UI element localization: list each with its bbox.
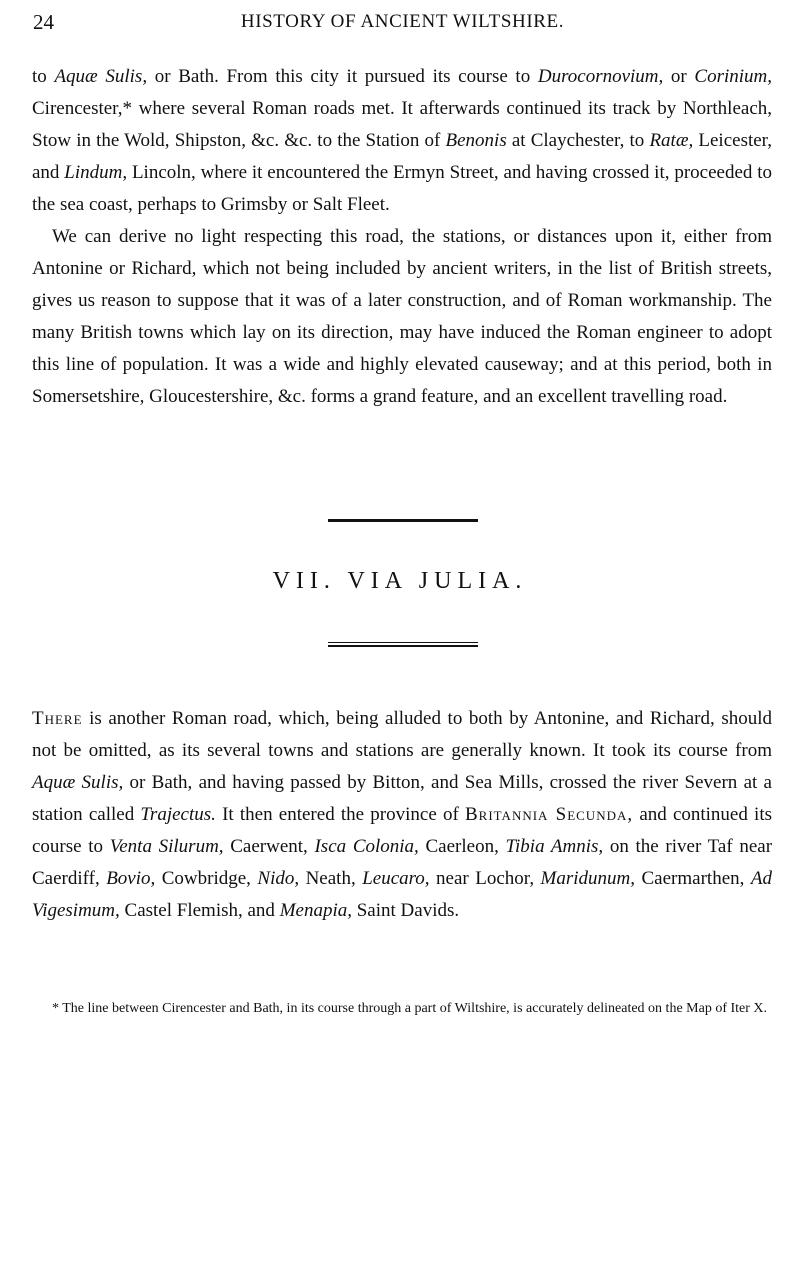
text-run: near Lochor, <box>429 868 541 889</box>
text-run: is another Roman road, which, being alluded to both by Antonine, and Richard, should not be omitted, as its several towns and stations are generally known. It took its course from <box>32 708 772 761</box>
paragraph-route <box>32 61 772 221</box>
place-name: Isca Colonia, <box>314 836 419 857</box>
rule-line <box>328 521 478 522</box>
page-number: 24 <box>33 10 54 34</box>
place-name: Lindum, <box>64 162 128 183</box>
section-via-julia <box>32 703 772 927</box>
rule-line <box>328 645 478 647</box>
footnote: * The line between Cirencester and Bath, in its course through a part of Wiltshire, is accurately delineated on the Map of Iter X. <box>52 1001 768 1016</box>
text-run: Leicester, and <box>32 130 772 183</box>
place-name: Durocornovium, <box>537 66 664 87</box>
place-name: Trajectus. <box>140 804 216 825</box>
place-name: Venta Silurum, <box>109 836 224 857</box>
place-name: Ratæ, <box>649 130 694 151</box>
text-run: or Bath. From this city it pursued its course to <box>147 66 538 87</box>
lead-word: There <box>32 708 83 729</box>
ornamental-rule-top <box>328 517 478 522</box>
text-run: Cirencester,* where several Roman roads met. It afterwards continued its track by Northleach, Stow in the Wold, Shipston, &c. &c. to the Station of <box>32 98 772 151</box>
text-run: and continued its course to <box>32 804 773 857</box>
text-run: or Bath, and having passed by Bitton, and Sea Mills, crossed the river Severn at a station called <box>32 772 772 825</box>
text-run: Caermarthen, <box>635 868 751 889</box>
province-name: Britannia Secunda, <box>464 804 634 825</box>
place-name: Aquæ Sulis, <box>32 772 124 793</box>
place-name: Bovio, <box>106 868 156 889</box>
text-run: Cowbridge, <box>155 868 258 889</box>
text-run: or <box>663 66 695 87</box>
rule-line <box>328 642 478 643</box>
text-run: Caerwent, <box>223 836 315 857</box>
text-run: Saint Davids. <box>351 900 460 921</box>
place-name: Leucaro, <box>362 868 430 889</box>
page-header <box>33 10 772 38</box>
text-run: on the river Taf near Caerdiff, <box>32 836 773 889</box>
place-name: Corinium, <box>694 66 773 87</box>
paragraph-causeway: We can derive no light respecting this road, the stations, or distances upon it, either from Antonine or Richard, which not being included by ancient writers, in the list of British streets, gives us reason to suppose that it was of a later construction, and of Roman workmanship. The many British towns which lay on its direction, may have induced the Roman engineer to adopt this line of population. It was a wide and highly elevated causeway; and at this period, both in Somersetshire, Gloucestershire, &c. forms a grand feature, and an excellent travelling road. <box>32 226 772 407</box>
place-name: Maridunum, <box>540 868 636 889</box>
running-title: HISTORY OF ANCIENT WILTSHIRE. <box>240 11 565 32</box>
place-name: Nido, <box>257 868 300 889</box>
text-run: Lincoln, where it encountered the Ermyn Street, and having crossed it, proceeded to the sea coast, perhaps to Grimsby or Salt Fleet. <box>32 162 772 215</box>
ornamental-rule-bottom <box>328 642 478 647</box>
text-run: Castel Flemish, and <box>119 900 280 921</box>
text-run: at Claychester, to <box>506 130 650 151</box>
place-name: Menapia, <box>279 900 352 921</box>
section-heading: VII. VIA JULIA. <box>272 568 528 594</box>
text-run: Neath, <box>299 868 363 889</box>
place-name: Tibia Amnis, <box>505 836 604 857</box>
place-name: Aquæ Sulis, <box>54 66 148 87</box>
text-run: It then entered the province of <box>215 804 465 825</box>
place-name: Ad Vigesimum, <box>32 868 772 921</box>
section-continuation <box>32 61 772 413</box>
text-run: to <box>32 66 55 87</box>
paragraph-via-julia <box>32 703 772 927</box>
text-run: Caerleon, <box>418 836 506 857</box>
place-name: Benonis <box>445 130 507 151</box>
